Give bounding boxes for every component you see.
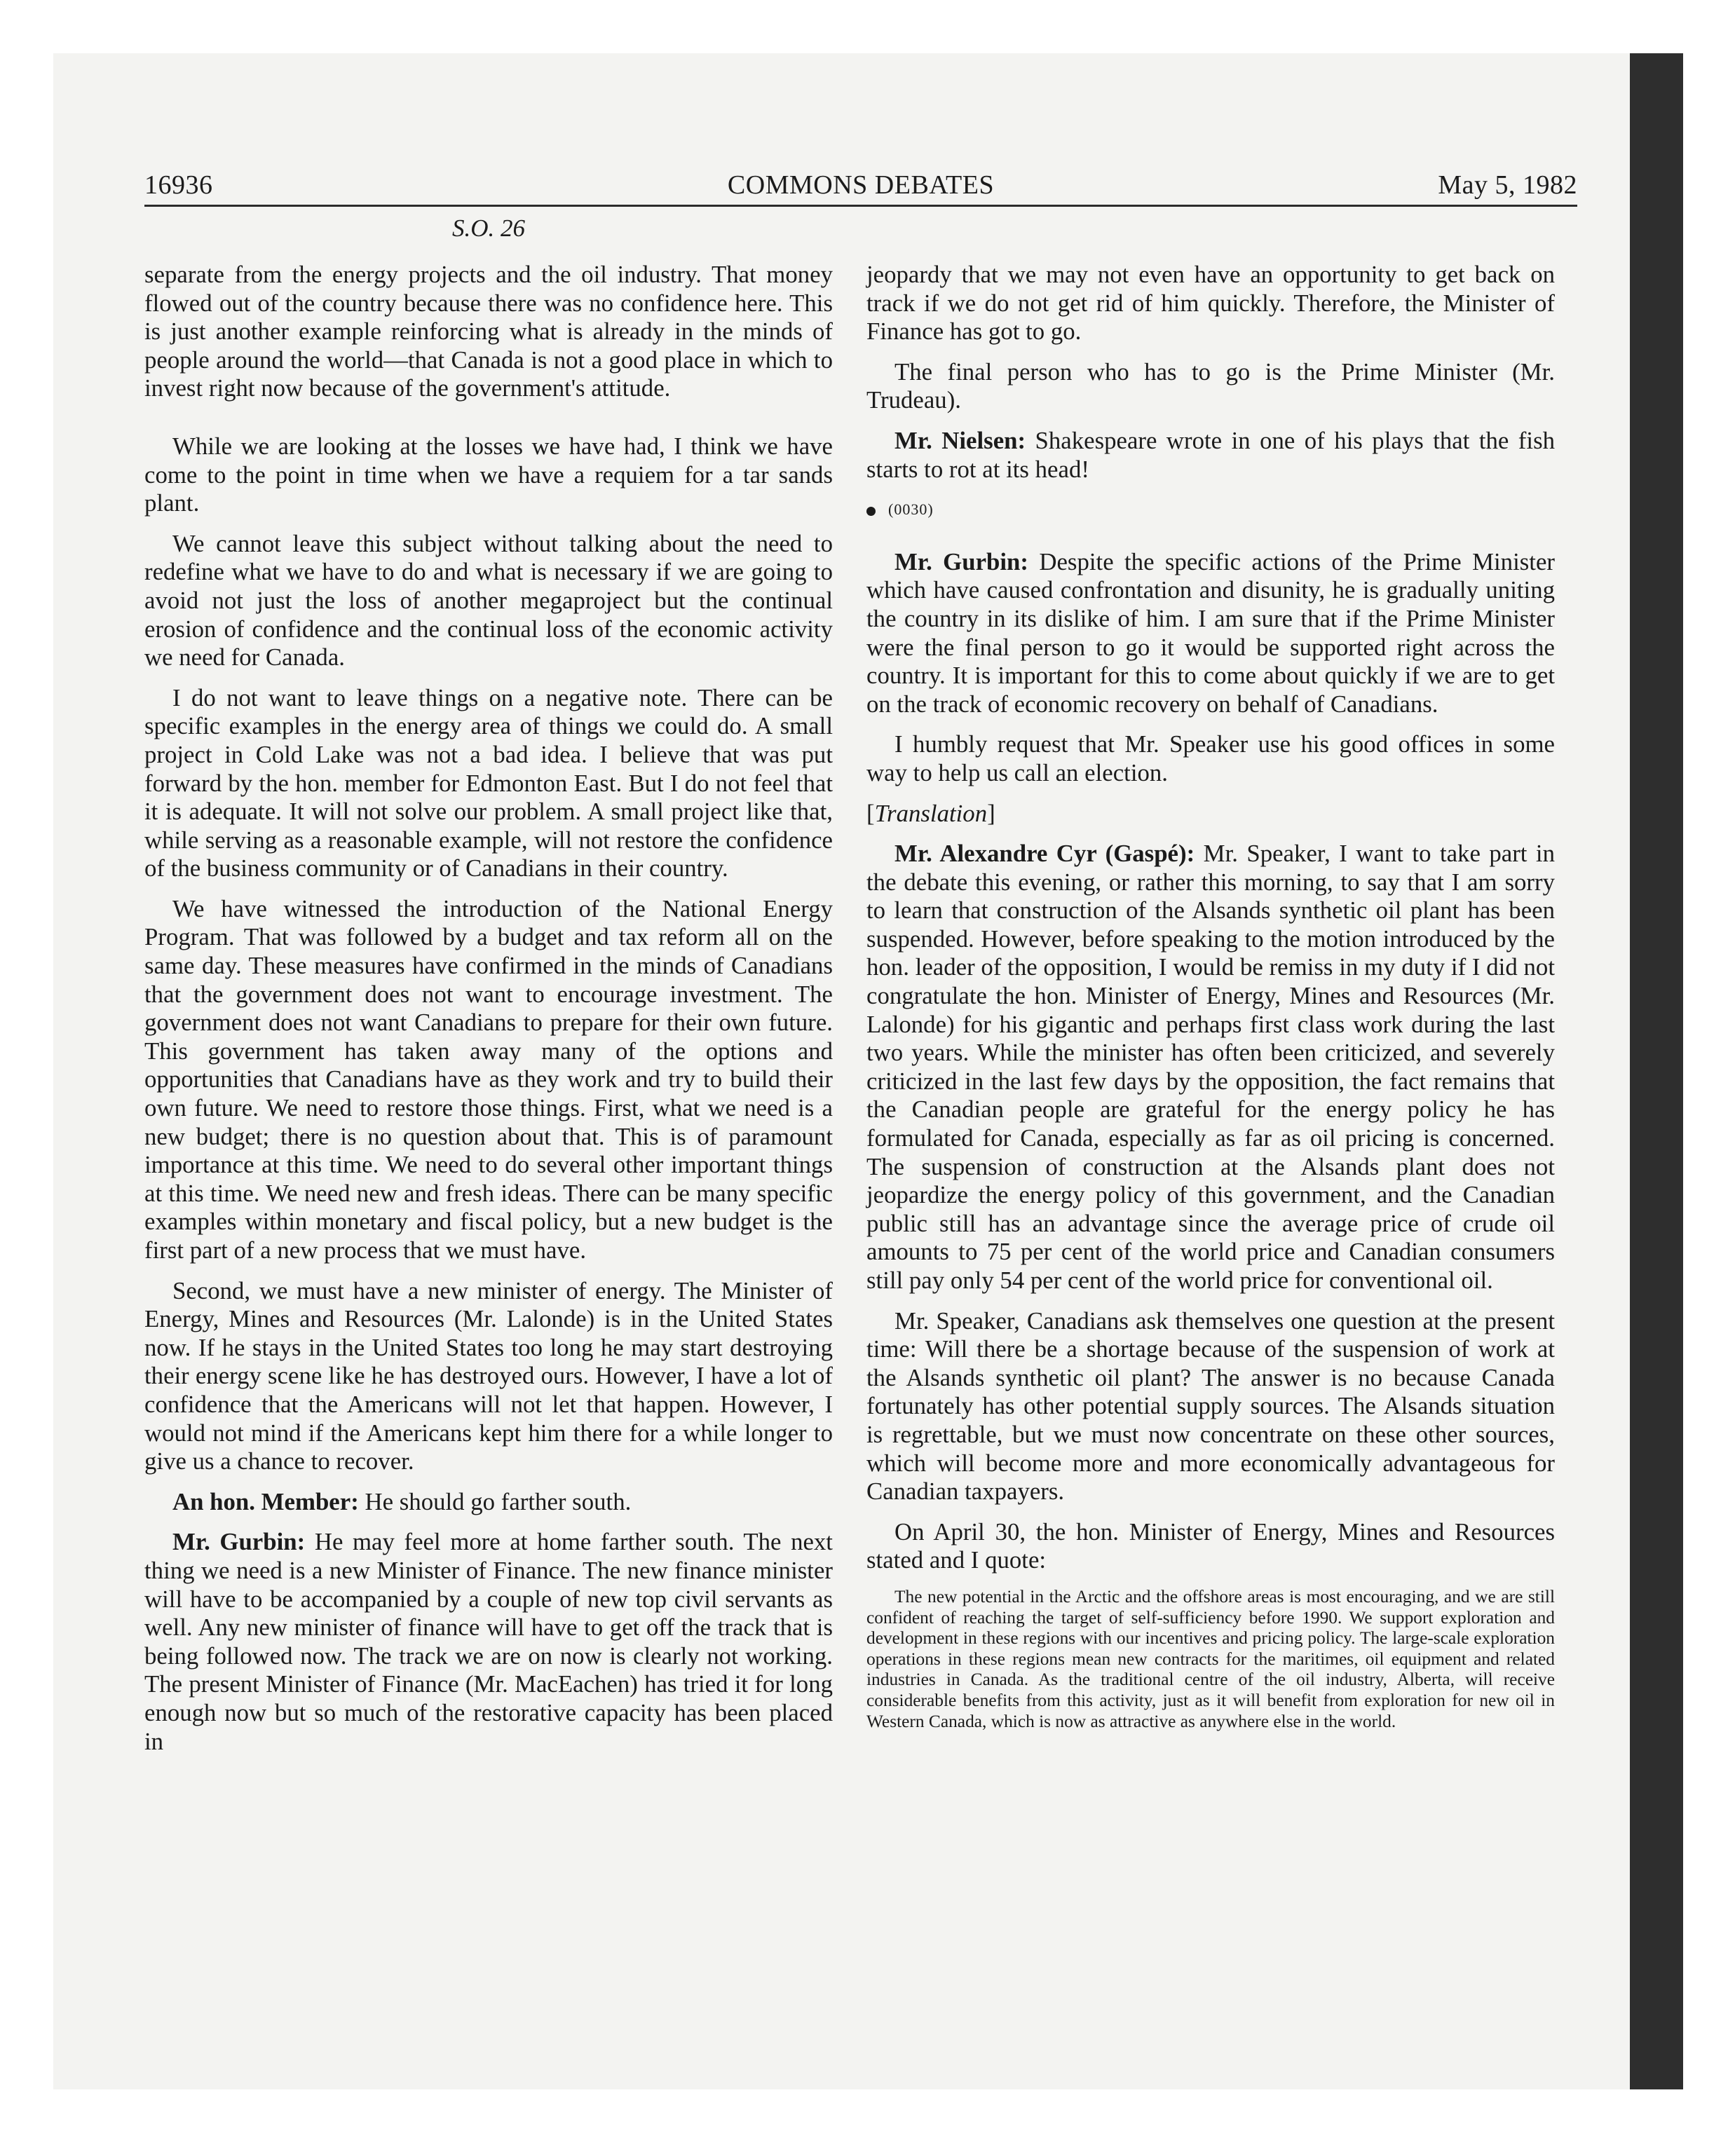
left-column [144,261,833,1768]
time-marker [866,496,1555,524]
speaker-name: Mr. Nielsen: [894,426,1026,454]
speaker-name: Mr. Gurbin: [894,547,1028,575]
speech-paragraph [144,1488,833,1517]
paragraph: We have witnessed the introduction of the National Energy Program. That was followed by a budget and tax reform all on the same day. These measures have confirmed in the minds of Canadians that the government does not want to encourage investment. The government does not want Canadians to prepare for their own future. This government has taken away many of the options and opportunities that Canadians have as they work and try to build their own future. We need to restore those things. First, what we need is a new budget; there is no question about that. This is of paramount importance at this time. We need to do several other important things at this time. We need new and fresh ideas. There can be many specific examples within monetary and fiscal policy, but a new budget is the first part of a new process that we must have. [144,894,833,1264]
page-header [144,165,1577,207]
paragraph: I humbly request that Mr. Speaker use his good offices in some way to help us call an election. [866,730,1555,786]
speech-text: Mr. Speaker, I want to take part in the debate this evening, or rather this morning, to say that I am sorry to learn that construction of the Alsands synthetic oil plant has been suspended. However, before speaking to the motion introduced by the hon. leader of the opposition, I would be remiss in my duty if I did not congratulate the hon. Minister of Energy, Mines and Resources (Mr. Lalonde) for his gigantic and perhaps first class work during the last two years. While the minister has often been criticized, and severely criticized in the last few days by the opposition, the fact remains that the Canadian people are grateful for the energy policy he has formulated for Canada, especially as far as oil pricing is concerned. The suspension of construction at the Alsands plant does not jeopardize the energy policy of this government, and the Canadian public still has an advantage since the average price of crude oil amounts to 75 per cent of the world price and Canadian consumers still pay only 54 per cent of the world price for conventional oil. [866,840,1555,1294]
paragraph: The final person who has to go is the Prime Minister (Mr. Trudeau). [866,357,1555,414]
paragraph: separate from the energy projects and the oil industry. That money flowed out of the country because there was no confidence here. This is just another example reinforcing what is already in the minds of people around the world—that Canada is not a good place in which to invest right now because of the government's attitude. [144,261,833,402]
right-column [866,261,1555,1744]
publication-title: COMMONS DEBATES [727,170,995,200]
paragraph: I do not want to leave things on a negative note. There can be specific examples in the energy area of things we could do. A small project in Cold Lake was not a bad idea. I believe that was put forward by the hon. member for Edmonton East. But I do not feel that it is adequate. It will not solve our problem. A small project like that, while serving as a reasonable example, will not restore the confidence of the business community or of Canadians in their country. [144,683,833,882]
paragraph: jeopardy that we may not even have an opportunity to get back on track if we do not get rid of him quickly. Therefore, the Minister of Finance has got to go. [866,261,1555,346]
section-label: S.O. 26 [451,214,526,242]
page-number: 16936 [144,170,213,200]
speech-text: He may feel more at home farther south. The next thing we need is a new Minister of Finance. The new finance minister will have to be accompanied by a couple of new top civil servants as well. Any new minister of finance will have to get off the track that is being followed now. The track we are on now is clearly not working. The present Minister of Finance (Mr. MacEachen) has tried it for long enough now but so much of the restorative capacity has been placed in [144,1528,833,1755]
time-marker-text: (0030) [888,500,934,519]
translation-label: [Translation] [866,799,995,827]
speaker-name: Mr. Alexandre Cyr (Gaspé): [894,840,1195,868]
speech-text: Shakespeare wrote in one of his plays that the fish starts to rot at its head! [866,426,1556,483]
block-quote: The new potential in the Arctic and the offshore areas is most encouraging, and we are still confident of reaching the target of self-sufficiency before 1990. We support exploration and development in these regions with our incentives and pricing policy. The large-scale exploration operations in these regions mean new contracts for the maritimes, oil equipment and related industries in Canada. As the traditional centre of the oil industry, Alberta, will receive considerable benefits from this activity, just as it will benefit from exploration for new oil in Western Canada, which is now as attractive as anywhere else in the world. [866,1586,1555,1731]
speaker-name: An hon. Member: [172,1487,359,1515]
speech-text: Despite the specific actions of the Prime Minister which have caused confrontation and disunity, he is gradually uniting the country in its dislike of him. I am sure that if the Prime Minister were the final person to go it would be supported right across the country. It is important for this to come about quickly if we are to get on the track of economic recovery on behalf of Canadians. [866,547,1555,718]
paragraph: Second, we must have a new minister of energy. The Minister of Energy, Mines and Resources (Mr. Lalonde) is in the United States now. If he stays in the United States too long he may start destroying their energy scene like he has destroyed ours. However, I have a lot of confidence that the Americans will not let that happen. However, I would not mind if the Americans kept him there for a while longer to give us a chance to recover. [144,1276,833,1475]
speaker-name: Mr. Gurbin: [172,1528,306,1556]
speech-paragraph [144,1528,833,1756]
speech-paragraph [866,548,1555,719]
paragraph: We cannot leave this subject without talking about the need to redefine what we have to do and what is necessary if we are going to avoid not just the loss of another megaproject but the continual erosion of confidence and the continual loss of the economic activity we need for Canada. [144,529,833,671]
scan-binding-edge [1630,53,1683,2089]
paragraph: Mr. Speaker, Canadians ask themselves one question at the present time: Will there be a shortage because of the suspension of work at the Alsands synthetic oil plant? The answer is no because Canada fortunately has other potential supply sources. The Alsands situation is regrettable, but we must now concentrate on these other sources, which will become more and more economically advantageous for Canadian taxpayers. [866,1306,1555,1506]
bullet-icon [866,507,876,516]
speech-text: He should go farther south. [358,1487,632,1515]
speech-paragraph [866,840,1555,1295]
speech-paragraph [866,427,1555,484]
issue-date: May 5, 1982 [1438,170,1577,200]
paragraph: While we are looking at the losses we have had, I think we have come to the point in time when we have a requiem for a tar sands plant. [144,432,833,517]
paragraph: On April 30, the hon. Minister of Energy, Mines and Resources stated and I quote: [866,1517,1555,1574]
